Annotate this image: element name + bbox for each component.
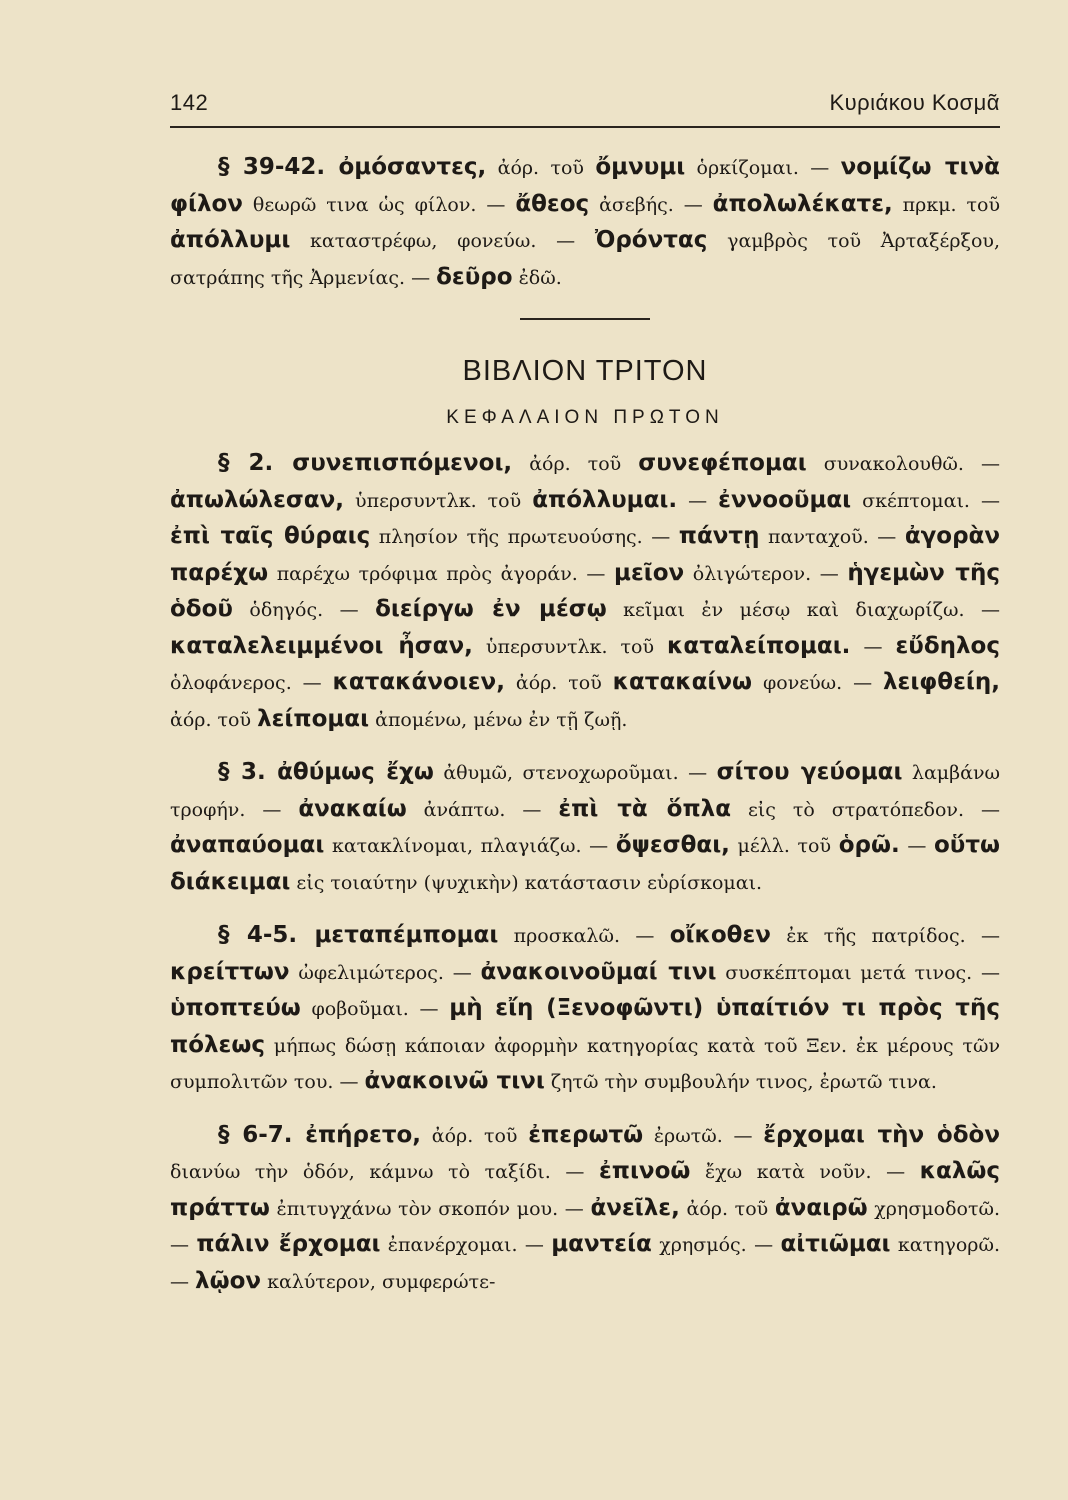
headword: ἄθεος: [515, 190, 590, 217]
page-number: 142: [170, 90, 209, 115]
chapter-notes: [170, 446, 1000, 1300]
headword: ἐννοοῦμαι: [718, 486, 852, 513]
gloss: λαμβάνω τροφήν. —: [170, 762, 1000, 821]
headword: πάντῃ: [678, 523, 760, 549]
headword: πάλιν ἔρχομαι: [196, 1231, 381, 1257]
gloss: ὠφελιμώτερος. —: [289, 961, 481, 984]
headword: ἐπὶ τὰ ὅπλα: [558, 795, 731, 822]
gloss: διανύω τὴν ὁδόν, κάμνω τὸ ταξίδι. —: [170, 1161, 599, 1183]
headword: μαντεία: [551, 1231, 652, 1257]
headword: ἀνακοινοῦμαί τινι: [480, 958, 717, 985]
gloss: ἀόρ. τοῦ: [504, 672, 613, 694]
gloss: φοβοῦμαι. —: [300, 998, 450, 1020]
headword: ὄμνυμι: [595, 154, 686, 180]
headword: συνεπισπόμενοι,: [292, 450, 513, 476]
headword: ἐπήρετο,: [305, 1121, 422, 1148]
gloss: —: [899, 835, 934, 857]
gloss: ἀθυμῶ, στενοχωροῦμαι. —: [433, 762, 717, 784]
headword: ἀγορὰν παρέχω: [170, 523, 1001, 586]
headword: οὕτω διάκειμαι: [170, 832, 1001, 895]
headword: καταλελειμμένοι ἦσαν,: [170, 632, 473, 659]
paragraph-3: [170, 755, 1000, 901]
headword: διείργω ἐν μέσῳ: [375, 596, 607, 622]
gloss: προσκαλῶ. —: [498, 925, 670, 947]
gloss: ἐκ τῆς πατρίδος. —: [770, 925, 1000, 947]
gloss: μέλλ. τοῦ: [729, 835, 839, 857]
headword: λῷον: [195, 1267, 262, 1294]
headword: κατακάνοιεν,: [332, 669, 505, 695]
gloss: ἀόρ. τοῦ: [486, 157, 596, 179]
headword: ἀπόλλυμαι.: [532, 486, 678, 513]
gloss: ἀόρ. τοῦ: [421, 1124, 529, 1147]
gloss: ἀόρ. τοῦ: [512, 453, 639, 475]
gloss: ὑπερσυντλκ. τοῦ: [472, 635, 668, 658]
headword: εὔδηλος: [895, 632, 1000, 659]
book-page: [170, 0, 1000, 1500]
headword: συνεφέπομαι: [638, 450, 807, 476]
gloss: ἀόρ. τοῦ: [679, 1197, 775, 1220]
gloss: συσκέπτομαι μετά τινος. —: [716, 961, 1000, 984]
headword: λειφθείη,: [882, 669, 1000, 695]
headword: νομίζω τινὰ φίλον: [170, 154, 1000, 217]
gloss: ἀνάπτω. —: [406, 798, 559, 821]
gloss: ἐπιτυγχάνω τὸν σκοπόν μου. —: [269, 1197, 591, 1220]
headword: ἐπερωτῶ: [528, 1121, 644, 1148]
gloss: ὁρκίζομαι. —: [685, 157, 841, 179]
gloss: ἐδῶ.: [512, 266, 562, 289]
headword: § 2.: [218, 450, 293, 476]
headword: ἀνακαίω: [298, 795, 407, 822]
headword: καλῶς πράττω: [170, 1158, 1000, 1221]
headword: δεῦρο: [436, 263, 513, 290]
gloss: ἀπομένω, μένω ἐν τῇ ζωῇ.: [369, 708, 628, 731]
paragraph-2: [170, 446, 1000, 738]
headword: μεῖον: [614, 559, 685, 586]
headword: ὁρῶ.: [838, 832, 900, 858]
headword: κρείττων: [170, 958, 290, 985]
headword: ἀπόλλυμι: [170, 227, 291, 253]
gloss: ἐπανέρχομαι. —: [380, 1234, 552, 1256]
headword: § 39-42.: [218, 154, 339, 180]
headword: § 3.: [218, 759, 278, 785]
section-divider: [520, 318, 650, 320]
gloss: —: [677, 489, 719, 512]
headword: λείπομαι: [257, 705, 370, 732]
gloss: ὁδηγός. —: [232, 599, 376, 621]
gloss: ὑπερσυντλκ. τοῦ: [344, 489, 533, 512]
headword: ἐπὶ ταῖς θύραις: [170, 523, 371, 549]
headword: § 6-7.: [218, 1121, 306, 1148]
gloss: εἰς τοιαύτην (ψυχικὴν) κατάστασιν εὑρίσκομαι.: [290, 871, 763, 894]
headword: μὴ εἴη (Ξενοφῶντι) ὑπαίτιόν τι πρὸς τῆς πόλεως: [170, 995, 1000, 1058]
gloss: σκέπτομαι. —: [851, 489, 1000, 512]
gloss: ἀόρ. τοῦ: [170, 708, 258, 731]
gloss: γαμβρὸς τοῦ Ἀρταξέρξου, σατράπης τῆς Ἀρμενίας. —: [170, 230, 1001, 289]
headword: ἡγεμὼν τῆς ὁδοῦ: [170, 559, 1000, 622]
gloss: πρκμ. τοῦ: [892, 193, 1001, 216]
headword: ἀναιρῶ: [774, 1194, 868, 1221]
gloss: κατηγορῶ. —: [170, 1234, 1000, 1293]
headword: Ὀρόντας: [594, 227, 708, 253]
book-title: ΒΙΒΛΙΟΝ ΤΡΙΤΟΝ: [462, 355, 708, 387]
chapter-title: ΚΕΦΑΛΑΙΟΝ ΠΡΩΤΟΝ: [446, 407, 724, 428]
gloss: χρησμός. —: [651, 1234, 781, 1256]
running-header: [170, 90, 1000, 120]
headword: σίτου γεύομαι: [716, 759, 903, 785]
gloss: πανταχοῦ. —: [759, 526, 905, 548]
headword: § 4-5.: [218, 922, 315, 948]
gloss: κεῖμαι ἐν μέσῳ καὶ διαχωρίζω. —: [606, 599, 1001, 621]
gloss: ἔχω κατὰ νοῦν. —: [690, 1161, 920, 1183]
headword: καταλείπομαι.: [667, 632, 851, 659]
headword: ὄψεσθαι,: [615, 832, 730, 858]
headword: ἀθύμως ἔχω: [277, 759, 434, 785]
gloss: κατακλίνομαι, πλαγιάζω. —: [324, 835, 616, 857]
gloss: χρησμοδοτῶ. —: [170, 1197, 1000, 1256]
headword: ἀπωλώλεσαν,: [170, 486, 345, 513]
gloss: συνακολουθῶ. —: [806, 453, 1000, 475]
paragraph-39-42: [170, 150, 1000, 296]
paragraph-6-7: [170, 1118, 1000, 1301]
header-rule: [170, 126, 1000, 128]
headword: ὀμόσαντες,: [338, 154, 487, 180]
gloss: ὀλιγώτερον. —: [684, 562, 848, 585]
gloss: ζητῶ τὴν συμβουλήν τινος, ἐρωτῶ τινα.: [544, 1071, 937, 1093]
gloss: πλησίον τῆς πρωτευούσης. —: [370, 526, 679, 548]
gloss: εἰς τὸ στρατόπεδον. —: [731, 798, 1000, 821]
section-39-42: [170, 150, 1000, 296]
headword: οἴκοθεν: [669, 922, 771, 948]
headword: ἀπολωλέκατε,: [712, 190, 893, 217]
gloss: καταστρέφω, φονεύω. —: [290, 230, 595, 252]
headword: ἀναπαύομαι: [170, 832, 325, 858]
paragraph-4-5: [170, 918, 1000, 1101]
gloss: φονεύω. —: [752, 672, 883, 694]
headword: ἔρχομαι τὴν ὁδὸν: [763, 1121, 1000, 1148]
headword: μεταπέμπομαι: [314, 922, 499, 948]
headword: ἀνεῖλε,: [590, 1194, 680, 1221]
gloss: παρέχω τρόφιμα πρὸς ἀγοράν. —: [268, 562, 615, 585]
gloss: ἀσεβής. —: [589, 193, 713, 216]
headword: αἰτιῶμαι: [780, 1231, 891, 1257]
gloss: καλύτερον, συμφερώτε-: [261, 1270, 496, 1293]
headword: ἀνακοινῶ τινι: [364, 1068, 545, 1094]
headword: ἐπινοῶ: [598, 1158, 691, 1184]
headword: κατακαίνω: [612, 669, 753, 695]
gloss: ὁλοφάνερος. —: [170, 672, 333, 694]
gloss: θεωρῶ τινα ὡς φίλον. —: [242, 193, 516, 216]
running-title: Κυριάκου Κοσμᾶ: [829, 90, 1000, 115]
headword: ὑποπτεύω: [170, 995, 301, 1021]
gloss: μήπως δώσῃ κάποιαν ἀφορμὴν κατηγορίας κατὰ τοῦ Ξεν. ἐκ μέρους τῶν συμπολιτῶν του. —: [170, 1034, 1000, 1093]
gloss: —: [850, 635, 896, 658]
gloss: ἐρωτῶ. —: [643, 1124, 764, 1147]
